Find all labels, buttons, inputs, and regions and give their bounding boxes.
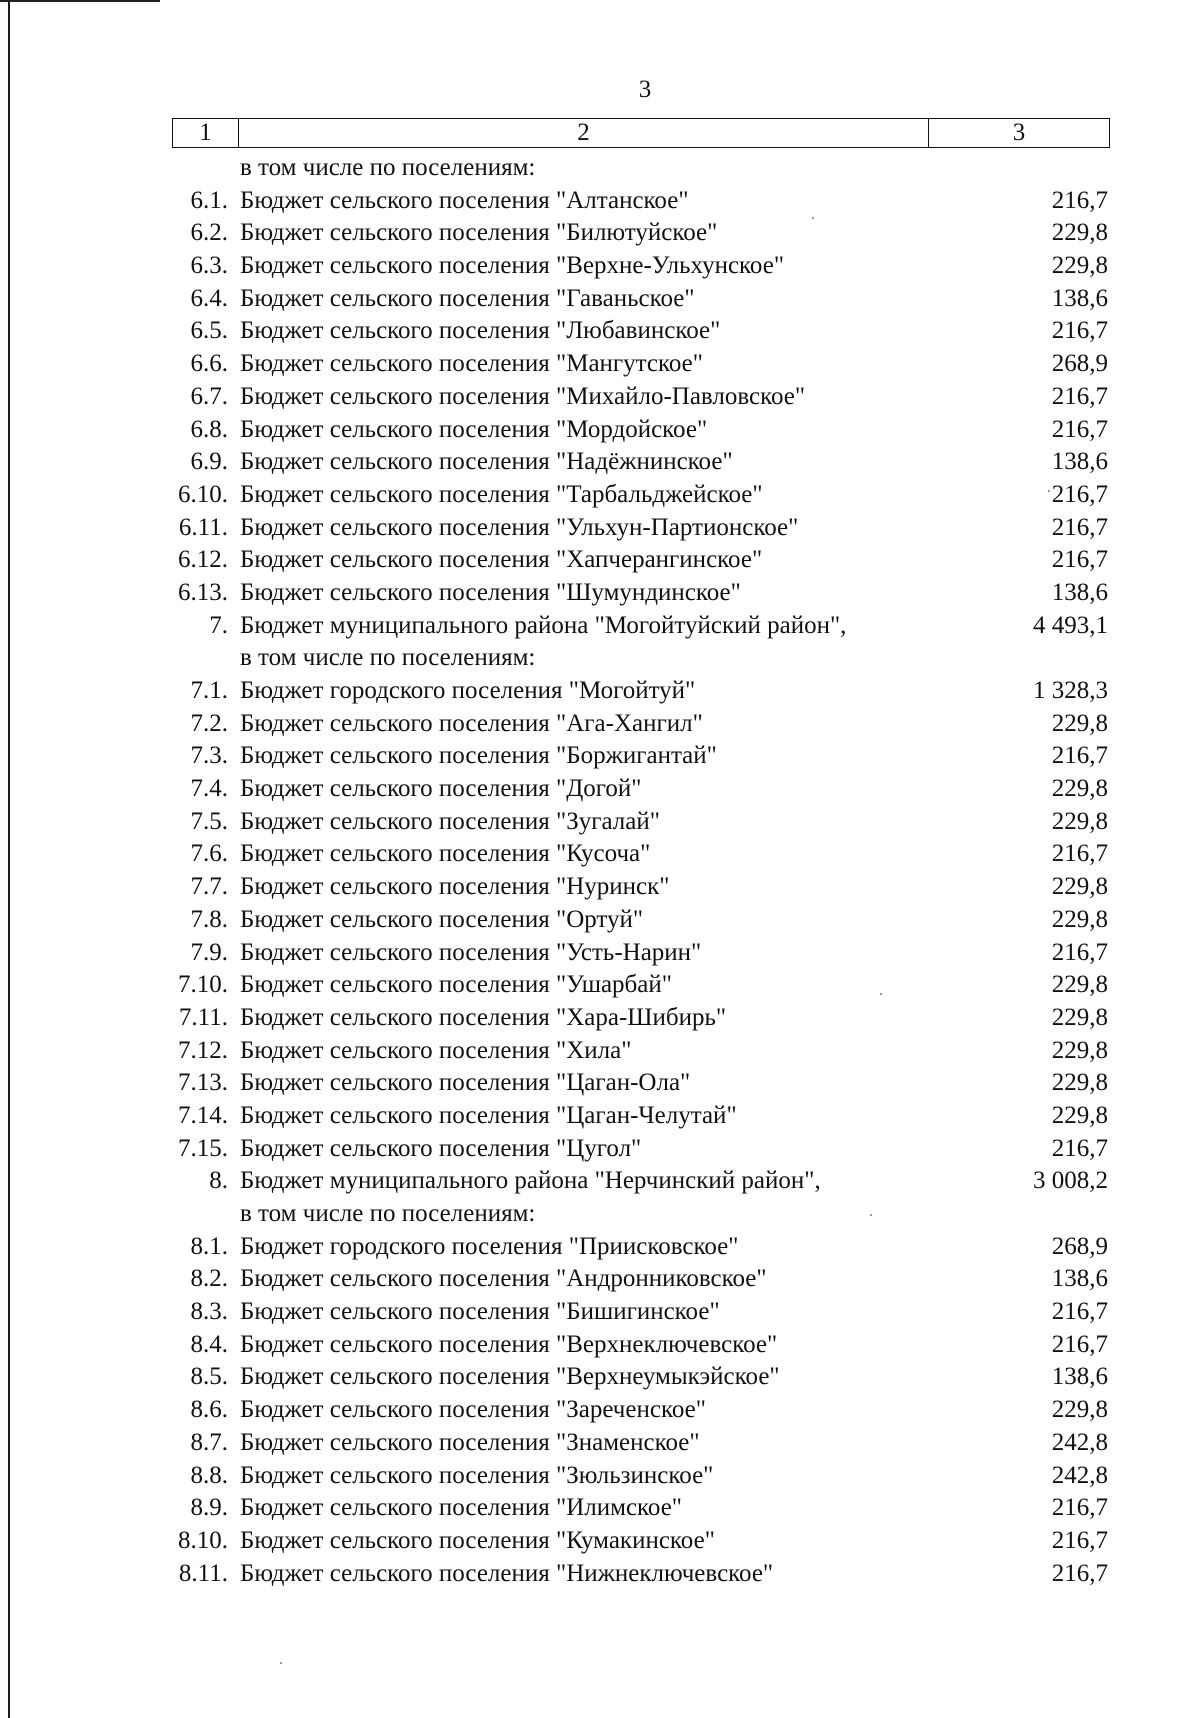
- row-name: Бюджет сельского поселения "Знаменское": [240, 1428, 700, 1456]
- table-row: [0, 381, 1200, 414]
- row-name: Бюджет сельского поселения "Верхнеумыкэйское": [240, 1363, 780, 1391]
- row-name: Бюджет сельского поселения "Мордойское": [240, 415, 708, 443]
- row-value: 216,7: [1051, 742, 1108, 770]
- row-value: 138,6: [1051, 1265, 1108, 1293]
- table-row: [0, 1198, 1200, 1231]
- table-row: [0, 217, 1200, 250]
- row-number: 7.11.: [178, 1003, 228, 1031]
- row-value: 229,8: [1051, 219, 1108, 247]
- row-name: Бюджет сельского поселения "Гаваньское": [240, 284, 695, 312]
- scan-speck: [880, 993, 882, 995]
- row-number: 7.6.: [190, 840, 228, 868]
- table-row: [0, 642, 1200, 675]
- row-name: Бюджет сельского поселения "Ага-Хангил": [240, 709, 703, 737]
- table-row: [0, 479, 1200, 512]
- row-name: Бюджет муниципального района "Нерчинский район",: [240, 1167, 821, 1195]
- row-name: Бюджет сельского поселения "Бишигинское": [240, 1298, 720, 1326]
- table-row: [0, 871, 1200, 904]
- row-number: 8.4.: [190, 1330, 228, 1358]
- row-name: Бюджет сельского поселения "Усть-Нарин": [240, 938, 702, 966]
- row-value: 229,8: [1051, 1101, 1108, 1129]
- row-number: 7.3.: [190, 742, 228, 770]
- row-number: 6.1.: [190, 186, 228, 214]
- row-number: 6.10.: [178, 480, 228, 508]
- row-name: Бюджет сельского поселения "Хила": [240, 1036, 632, 1064]
- row-number: 6.12.: [178, 546, 228, 574]
- row-number: 7.15.: [178, 1134, 228, 1162]
- row-number: 8.7.: [190, 1428, 228, 1456]
- row-number: 8.1.: [190, 1232, 228, 1260]
- table-row: [0, 185, 1200, 218]
- row-value: 216,7: [1051, 938, 1108, 966]
- row-name: Бюджет сельского поселения "Билютуйское": [240, 219, 718, 247]
- row-number: 6.2.: [190, 219, 228, 247]
- row-number: 8.3.: [190, 1298, 228, 1326]
- row-value: 1 328,3: [1033, 677, 1108, 704]
- table-row: [0, 969, 1200, 1002]
- table-row: [0, 1263, 1200, 1296]
- table-row: [0, 446, 1200, 479]
- row-name: Бюджет муниципального района "Могойтуйский район",: [240, 611, 847, 639]
- row-number: 8.5.: [190, 1363, 228, 1391]
- table-row: [0, 675, 1200, 708]
- row-name: Бюджет сельского поселения "Ушарбай": [240, 971, 672, 999]
- row-name: Бюджет сельского поселения "Надёжнинское": [240, 448, 733, 476]
- row-number: 7.10.: [178, 971, 228, 999]
- row-name: Бюджет сельского поселения "Илимское": [240, 1494, 683, 1522]
- scan-speck: [812, 217, 814, 219]
- table-row: [0, 414, 1200, 447]
- row-value: 3 008,2: [1033, 1167, 1108, 1195]
- row-number: 7.4.: [190, 775, 228, 803]
- row-name: Бюджет сельского поселения "Зареченское": [240, 1396, 706, 1424]
- row-number: 6.13.: [178, 578, 228, 606]
- row-number: 8.: [209, 1167, 228, 1195]
- row-name: Бюджет сельского поселения "Шумундинское": [240, 578, 741, 606]
- table-row: [0, 1067, 1200, 1100]
- row-value: 216,7: [1051, 840, 1108, 868]
- table-row: [0, 250, 1200, 283]
- table-row: [0, 1525, 1200, 1558]
- row-name: в том числе по поселениям:: [240, 154, 536, 181]
- row-name: Бюджет сельского поселения "Андронниковское": [240, 1265, 767, 1293]
- row-number: 7.: [209, 611, 228, 639]
- table-row: [0, 904, 1200, 937]
- row-name: Бюджет сельского поселения "Боржигантай": [240, 742, 717, 770]
- row-name: Бюджет сельского поселения "Мангутское": [240, 350, 703, 378]
- row-value: 216,7: [1051, 1134, 1108, 1162]
- header-col-3: 3: [1012, 119, 1026, 146]
- row-value: 216,7: [1051, 1298, 1108, 1326]
- row-name: Бюджет сельского поселения "Зюльзинское": [240, 1461, 714, 1489]
- table-row: [0, 1296, 1200, 1329]
- row-number: 8.8.: [190, 1461, 228, 1489]
- row-value: 229,8: [1051, 709, 1108, 737]
- table-row: [0, 1460, 1200, 1493]
- row-value: 229,8: [1051, 873, 1108, 901]
- row-number: 7.5.: [190, 807, 228, 835]
- row-number: 6.8.: [190, 415, 228, 443]
- row-value: 138,6: [1051, 284, 1108, 312]
- table-row: [0, 806, 1200, 839]
- table-row: [0, 315, 1200, 348]
- row-value: 229,8: [1051, 807, 1108, 835]
- row-number: 8.11.: [178, 1559, 228, 1587]
- row-value: 216,7: [1051, 317, 1108, 345]
- row-name: Бюджет сельского поселения "Зугалай": [240, 807, 660, 835]
- row-name: Бюджет сельского поселения "Ортуй": [240, 905, 644, 933]
- row-number: 7.8.: [190, 905, 228, 933]
- table-row: [0, 152, 1200, 185]
- row-number: 7.7.: [190, 873, 228, 901]
- row-name: Бюджет сельского поселения "Догой": [240, 775, 642, 803]
- row-value: 216,7: [1051, 1526, 1108, 1554]
- table-row: [0, 1100, 1200, 1133]
- row-value: 229,8: [1051, 1396, 1108, 1424]
- row-name: Бюджет сельского поселения "Кусоча": [240, 840, 651, 868]
- scan-edge-mark: [0, 0, 160, 2]
- scan-speck: [280, 1662, 282, 1664]
- table-row: [0, 740, 1200, 773]
- row-value: 216,7: [1051, 1559, 1108, 1587]
- row-number: 7.2.: [190, 709, 228, 737]
- row-name: Бюджет сельского поселения "Цугол": [240, 1134, 642, 1162]
- budget-table-body: [0, 152, 1200, 1590]
- table-row: [0, 1492, 1200, 1525]
- row-value: 138,6: [1051, 448, 1108, 476]
- row-name: Бюджет сельского поселения "Ульхун-Партионское": [240, 513, 799, 541]
- row-name: Бюджет сельского поселения "Верхне-Ульхунское": [240, 252, 785, 280]
- table-row: [0, 577, 1200, 610]
- row-number: 6.4.: [190, 284, 228, 312]
- table-row: [0, 1133, 1200, 1166]
- header-col-1: 1: [173, 119, 239, 147]
- row-name: Бюджет сельского поселения "Нижнеключевское": [240, 1559, 774, 1587]
- row-value: 229,8: [1051, 971, 1108, 999]
- row-name: Бюджет сельского поселения "Цаган-Ола": [240, 1069, 691, 1097]
- row-value: 229,8: [1051, 1003, 1108, 1031]
- row-value: 216,7: [1051, 513, 1108, 541]
- row-number: 7.14.: [178, 1101, 228, 1129]
- row-number: 7.13.: [178, 1069, 228, 1097]
- table-row: [0, 1231, 1200, 1264]
- table-row: [0, 610, 1200, 643]
- row-name: Бюджет городского поселения "Приисковское": [240, 1232, 739, 1260]
- row-value: 216,7: [1051, 186, 1108, 214]
- table-row: [0, 1002, 1200, 1035]
- row-value: 138,6: [1051, 1363, 1108, 1391]
- row-number: 6.9.: [190, 448, 228, 476]
- scan-speck: [870, 1214, 872, 1216]
- table-row: [0, 1329, 1200, 1362]
- row-name: Бюджет сельского поселения "Михайло-Павловское": [240, 382, 806, 410]
- row-value: 216,7: [1051, 382, 1108, 410]
- row-name: Бюджет сельского поселения "Любавинское": [240, 317, 721, 345]
- row-number: 7.9.: [190, 938, 228, 966]
- row-name: в том числе по поселениям:: [240, 644, 536, 672]
- row-name: Бюджет сельского поселения "Тарбальджейское": [240, 480, 763, 508]
- row-name: Бюджет сельского поселения "Хапчерангинское": [240, 546, 763, 574]
- row-value: 229,8: [1051, 1069, 1108, 1097]
- table-row: [0, 1165, 1200, 1198]
- row-number: 7.12.: [178, 1036, 228, 1064]
- row-number: 8.2.: [190, 1265, 228, 1293]
- row-number: 6.5.: [190, 317, 228, 345]
- row-number: 8.9.: [190, 1494, 228, 1522]
- row-number: 6.6.: [190, 350, 228, 378]
- table-row: [0, 1361, 1200, 1394]
- row-number: 6.3.: [190, 252, 228, 280]
- row-value: 268,9: [1051, 350, 1108, 378]
- row-value: 229,8: [1051, 905, 1108, 933]
- header-col-2: 2: [239, 119, 929, 147]
- row-value: 138,6: [1051, 578, 1108, 606]
- scan-speck: [1048, 490, 1050, 492]
- table-row: [0, 1427, 1200, 1460]
- table-row: [0, 838, 1200, 871]
- table-row: [0, 773, 1200, 806]
- row-name: Бюджет сельского поселения "Верхнеключевское": [240, 1330, 778, 1358]
- table-row: [0, 348, 1200, 381]
- row-number: 6.11.: [178, 513, 228, 541]
- table-row: [0, 1035, 1200, 1068]
- row-value: 229,8: [1051, 252, 1108, 280]
- row-name: Бюджет сельского поселения "Алтанское": [240, 186, 689, 214]
- table-row: [0, 1394, 1200, 1427]
- row-number: 6.7.: [190, 382, 228, 410]
- table-header: [172, 118, 1110, 148]
- table-row: [0, 937, 1200, 970]
- page-number: 3: [638, 76, 652, 103]
- row-value: 229,8: [1051, 775, 1108, 803]
- row-name: Бюджет городского поселения "Могойтуй": [240, 677, 696, 704]
- row-number: 8.6.: [190, 1396, 228, 1424]
- table-row: [0, 1558, 1200, 1591]
- row-number: 8.10.: [178, 1526, 228, 1554]
- row-number: 7.1.: [190, 677, 228, 704]
- row-name: в том числе по поселениям:: [240, 1200, 536, 1227]
- row-value: 216,7: [1051, 480, 1108, 508]
- row-value: 242,8: [1051, 1461, 1108, 1489]
- row-value: 229,8: [1051, 1036, 1108, 1064]
- row-name: Бюджет сельского поселения "Кумакинское": [240, 1526, 715, 1554]
- row-name: Бюджет сельского поселения "Нуринск": [240, 873, 670, 901]
- row-value: 216,7: [1051, 1330, 1108, 1358]
- row-value: 216,7: [1051, 1494, 1108, 1522]
- row-value: 216,7: [1051, 546, 1108, 574]
- table-row: [0, 512, 1200, 545]
- row-name: Бюджет сельского поселения "Цаган-Челутай": [240, 1101, 737, 1129]
- table-row: [0, 283, 1200, 316]
- row-value: 4 493,1: [1033, 611, 1108, 639]
- row-value: 268,9: [1051, 1232, 1108, 1260]
- table-row: [0, 708, 1200, 741]
- row-name: Бюджет сельского поселения "Хара-Шибирь": [240, 1003, 727, 1031]
- row-value: 216,7: [1051, 415, 1108, 443]
- table-row: [0, 544, 1200, 577]
- row-value: 242,8: [1051, 1428, 1108, 1456]
